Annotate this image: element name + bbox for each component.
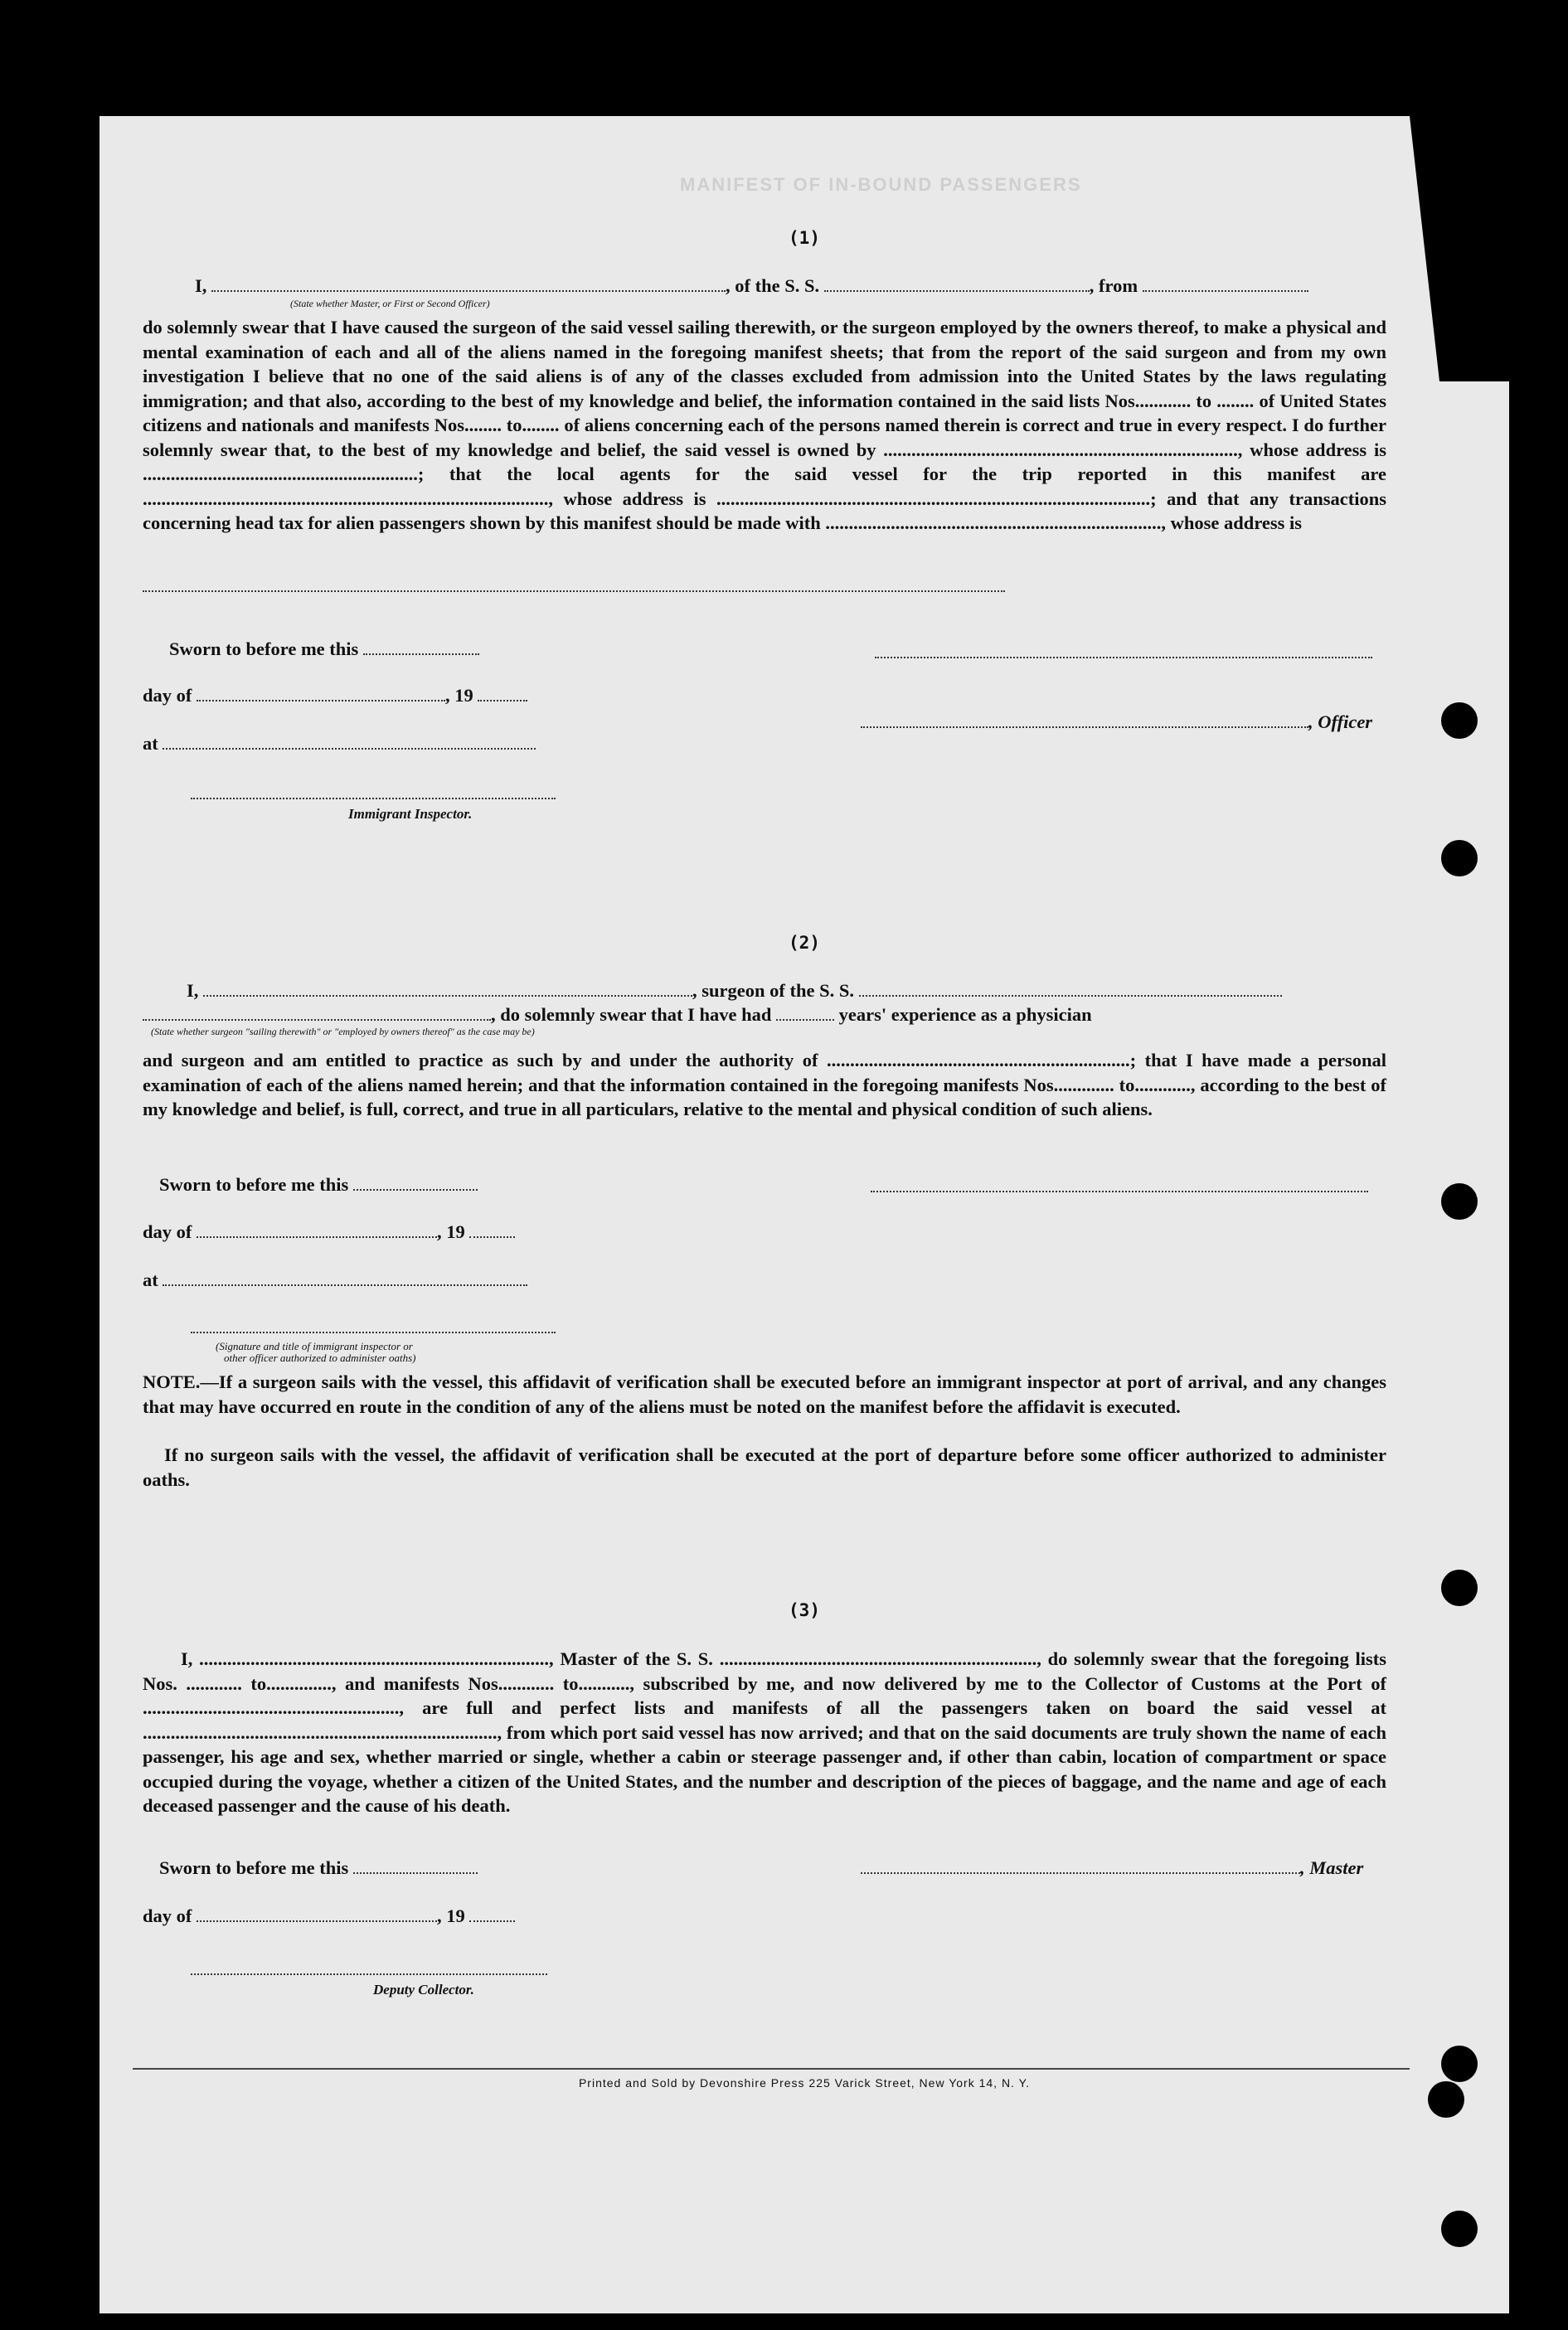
section-2-number: (2) [789, 933, 820, 953]
punch-hole [1441, 1570, 1478, 1606]
officer-label: , Officer [1308, 711, 1373, 732]
section-2-note-2: If no surgeon sails with the vessel, the affidavit of verification shall be executed at the port of departure before some officer authorized to administer oaths. [143, 1444, 1386, 1490]
section-1-caption: (State whether Master, or First or Second Officer) [290, 298, 490, 309]
section-2-first-line: I, , surgeon of the S. S. [187, 980, 1282, 1002]
day-field-1[interactable] [197, 685, 445, 701]
from-port-field[interactable] [1143, 275, 1308, 292]
authorized-signature-line[interactable] [191, 1332, 556, 1333]
vessel-name-field[interactable] [824, 275, 1090, 292]
deputy-caption: Deputy Collector. [373, 1982, 474, 1997]
punch-hole [1428, 2081, 1464, 2118]
section-1-at: at [143, 733, 536, 755]
at-field-2[interactable] [163, 1269, 527, 1286]
section-3-body: I, ..........................................................................., Master of the S. S. ...................................................................., do solemnly swear that the foregoing lists Nos. ............ to.............., and manifests Nos............ to..........., subscribed by me, and now delivered by me to the Collector of Customs at the Port of ......................................................., are full and perfect lists and manifests of all the passengers taken on board the said vessel at ............................................................................, from which port said vessel has now arrived; and that on the said documents are truly shown the name of each passenger, his age and sex, whether married or single, whether a cabin or steerage passenger and, if other than cabin, location of compartment or space occupied during the voyage, whether a citizen of the United States, and the number and description of the pieces of baggage, and the name and age of each deceased passenger and the cause of his death. [143, 1648, 1386, 1816]
section-1-body: do solemnly swear that I have caused the surgeon of the said vessel sailing therewith, or the surgeon employed by the owners thereof, to make a physical and mental examination of each and all of the aliens named in the foregoing manifest sheets; that from the report of the said surgeon and from my own investigation I believe that no one of the said aliens is of any of the classes excluded from admission into the United States by the laws regulating immigration; and that also, according to the best of my knowledge and belief, the information contained in the said lists Nos............ to ........ of United States citizens and nationals and manifests Nos........ to........ of aliens concerning each of the persons named therein is correct and true in every respect. I do further solemnly swear that, to the best of my knowledge and belief, the said vessel is owned by ............................................................................, whose address is ...........................................................; that the local agents for the said vessel for the trip reported in this manifest are ......................................................................................., whose address is .............................................................................................; and that any transactions concerning head tax for alien passengers shown by this manifest should be made with ........................................................................, whose address is [143, 317, 1386, 533]
section-1-sworn: Sworn to before me this [169, 638, 479, 660]
section-2-note: NOTE.—If a surgeon sails with the vessel, this affidavit of verification shall be executed before an immigrant inspector at port of arrival, and any changes that may have occurred en route in the condition of any of the aliens must be noted on the manifest before the affidavit is executed. [143, 1371, 1386, 1417]
section-2-at: at [143, 1269, 527, 1291]
year-field-1[interactable] [478, 685, 527, 701]
printer-imprint: Printed and Sold by Devonshire Press 225 Varick Street, New York 14, N. Y. [578, 2076, 1031, 2090]
officer-signature-field[interactable] [861, 711, 1308, 728]
sworn-date-field-1[interactable] [363, 638, 479, 655]
signature-caption-1: (Signature and title of immigrant inspector or [216, 1340, 413, 1352]
master-signature-field[interactable] [861, 1857, 1300, 1874]
day-field-3[interactable] [197, 1905, 437, 1922]
section-1-first-line [195, 275, 1308, 297]
master-label: , Master [1300, 1857, 1364, 1878]
signature-caption-2: other officer authorized to administer oaths) [224, 1352, 416, 1364]
bleed-through-text: MANIFEST OF IN-BOUND PASSENGERS [680, 174, 1082, 195]
section-3-number: (3) [789, 1600, 820, 1620]
sworn-date-field-3[interactable] [353, 1857, 478, 1874]
section-2-sworn: Sworn to before me this [159, 1174, 478, 1196]
day-field-2[interactable] [197, 1221, 437, 1238]
at-field-1[interactable] [163, 733, 536, 750]
section-3-master-line [861, 1857, 1363, 1879]
section-2-day: day of , 19 [143, 1221, 515, 1243]
section-1-from-label: , from [1089, 275, 1138, 296]
address-continuation-line[interactable] [143, 590, 1005, 592]
section-2-second-line: , do solemnly swear that I have had years' experience as a physician [143, 1004, 1092, 1026]
punch-hole [1441, 313, 1478, 350]
punch-hole [1441, 702, 1478, 739]
footer-rule [133, 2068, 1410, 2070]
deputy-signature-line[interactable] [191, 1973, 547, 1975]
punch-hole [1441, 840, 1478, 876]
signature-line-1[interactable] [875, 657, 1372, 658]
punch-hole [1441, 2211, 1478, 2247]
section-2-caption: (State whether surgeon "sailing therewith" or "employed by owners thereof" as the case may be) [151, 1026, 535, 1037]
section-1-ss-label: , of the S. S. [726, 275, 820, 296]
inspector-caption: Immigrant Inspector. [348, 806, 473, 822]
years-field[interactable] [776, 1004, 834, 1021]
section-3-sworn: Sworn to before me this [159, 1857, 478, 1879]
surgeon-name-field[interactable] [203, 980, 692, 997]
document-page [100, 116, 1509, 2313]
signature-line-2[interactable] [871, 1191, 1368, 1192]
section-1-lead: I, [195, 275, 207, 296]
section-1-officer-line [861, 711, 1372, 733]
year-field-2[interactable] [469, 1221, 515, 1238]
surgeon-status-field[interactable] [143, 1004, 491, 1021]
section-1-number: (1) [789, 228, 820, 248]
inspector-signature-line[interactable] [191, 798, 556, 799]
year-field-3[interactable] [469, 1905, 515, 1922]
section-3-day: day of , 19 [143, 1905, 515, 1927]
sworn-date-field-2[interactable] [353, 1174, 478, 1191]
section-1-day: day of , 19 [143, 685, 527, 706]
punch-hole [1441, 1183, 1478, 1220]
officer-name-field[interactable] [211, 275, 726, 292]
section-2-body: and surgeon and am entitled to practice as such by and under the authority of .................................................................; that I have made a personal examination of each of the aliens named herein; and that the information contained in the foregoing manifests Nos............. to............, according to the best of my knowledge and belief, is full, correct, and true in all particulars, relative to the mental and physical condition of such aliens. [143, 1050, 1386, 1119]
surgeon-vessel-field[interactable] [859, 980, 1282, 997]
punch-hole [1441, 2046, 1478, 2082]
